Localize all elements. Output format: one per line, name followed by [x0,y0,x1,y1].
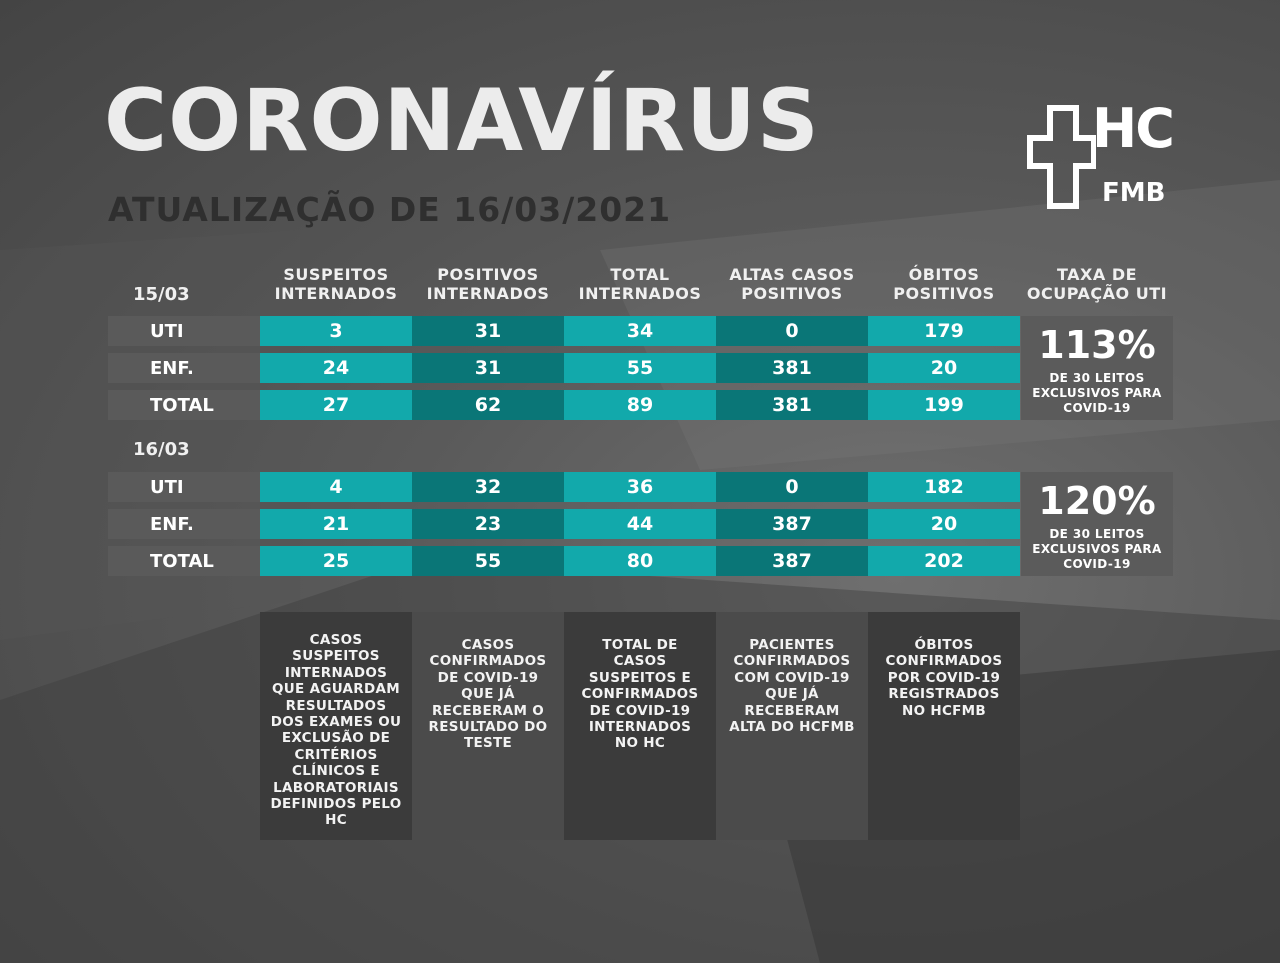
cell-obitos: 20 [868,509,1020,539]
cell-positivos: 55 [412,546,564,576]
page-subtitle: ATUALIZAÇÃO DE 16/03/2021 [108,190,672,229]
header-altas: ALTAS CASOS POSITIVOS [729,265,855,303]
cell-suspeitos: 21 [260,509,412,539]
cell-suspeitos: 4 [260,472,412,502]
note-suspeitos: CASOS SUSPEITOS INTERNADOS QUE AGUARDAM RESULTADOS DOS EXAMES OU EXCLUSÃO DE CRITÉRIOS CLÍNICOS E LABORATORIAIS DEFINIDOS PELO HC [260,612,412,840]
cell-altas: 387 [716,546,868,576]
table-row [108,472,1020,502]
cell-total: 55 [564,353,716,383]
cell-total: 34 [564,316,716,346]
hcfmb-logo [1026,97,1176,210]
cell-suspeitos: 3 [260,316,412,346]
row-label: UTI [108,316,260,346]
occupancy-rate-box [1021,316,1173,420]
cell-positivos: 31 [412,353,564,383]
table-row [108,316,1020,346]
logo-fmb-text: FMB [1102,178,1166,208]
cell-altas: 0 [716,472,868,502]
cell-positivos: 32 [412,472,564,502]
occupancy-rate-value: 113% [1038,323,1156,367]
row-label: TOTAL [108,546,260,576]
cell-altas: 381 [716,353,868,383]
cell-suspeitos: 25 [260,546,412,576]
cell-total: 44 [564,509,716,539]
table-row [108,509,1020,539]
cell-total: 89 [564,390,716,420]
row-label: TOTAL [108,390,260,420]
cell-obitos: 179 [868,316,1020,346]
header-suspeitos: SUSPEITOS INTERNADOS [274,265,398,303]
cell-obitos: 199 [868,390,1020,420]
cell-total: 80 [564,546,716,576]
table-row [108,353,1020,383]
cell-positivos: 62 [412,390,564,420]
date-label-block1: 15/03 [133,284,190,305]
occupancy-rate-description: DE 30 LEITOS EXCLUSIVOS PARA COVID-19 [1032,371,1162,415]
header-total: TOTAL INTERNADOS [578,265,702,303]
cell-altas: 381 [716,390,868,420]
cell-suspeitos: 27 [260,390,412,420]
header-obitos: ÓBITOS POSITIVOS [893,265,995,303]
logo-hc-text: HC [1092,97,1173,160]
row-label: ENF. [108,353,260,383]
table-row [108,390,1020,420]
header-taxa: TAXA DE OCUPAÇÃO UTI [1026,265,1168,303]
cell-total: 36 [564,472,716,502]
occupancy-rate-value: 120% [1038,479,1156,523]
cell-suspeitos: 24 [260,353,412,383]
row-label: UTI [108,472,260,502]
note-altas: PACIENTES CONFIRMADOS COM COVID-19 QUE JÁ RECEBERAM ALTA DO HCFMB [716,612,868,840]
note-total: TOTAL DE CASOS SUSPEITOS E CONFIRMADOS DE COVID-19 INTERNADOS NO HC [564,612,716,840]
row-label: ENF. [108,509,260,539]
cell-altas: 0 [716,316,868,346]
occupancy-rate-description: DE 30 LEITOS EXCLUSIVOS PARA COVID-19 [1032,527,1162,571]
cell-obitos: 202 [868,546,1020,576]
cell-positivos: 23 [412,509,564,539]
header-positivos: POSITIVOS INTERNADOS [426,265,550,303]
cell-obitos: 20 [868,353,1020,383]
cross-icon [1026,104,1096,210]
column-descriptions [260,612,1020,840]
date-label-block2: 16/03 [133,439,190,460]
cell-positivos: 31 [412,316,564,346]
occupancy-rate-box [1021,472,1173,576]
note-positivos: CASOS CONFIRMADOS DE COVID-19 QUE JÁ RECEBERAM O RESULTADO DO TESTE [412,612,564,840]
cell-altas: 387 [716,509,868,539]
cell-obitos: 182 [868,472,1020,502]
table-row [108,546,1020,576]
page-title: CORONAVÍRUS [104,71,820,171]
note-obitos: ÓBITOS CONFIRMADOS POR COVID-19 REGISTRADOS NO HCFMB [868,612,1020,840]
